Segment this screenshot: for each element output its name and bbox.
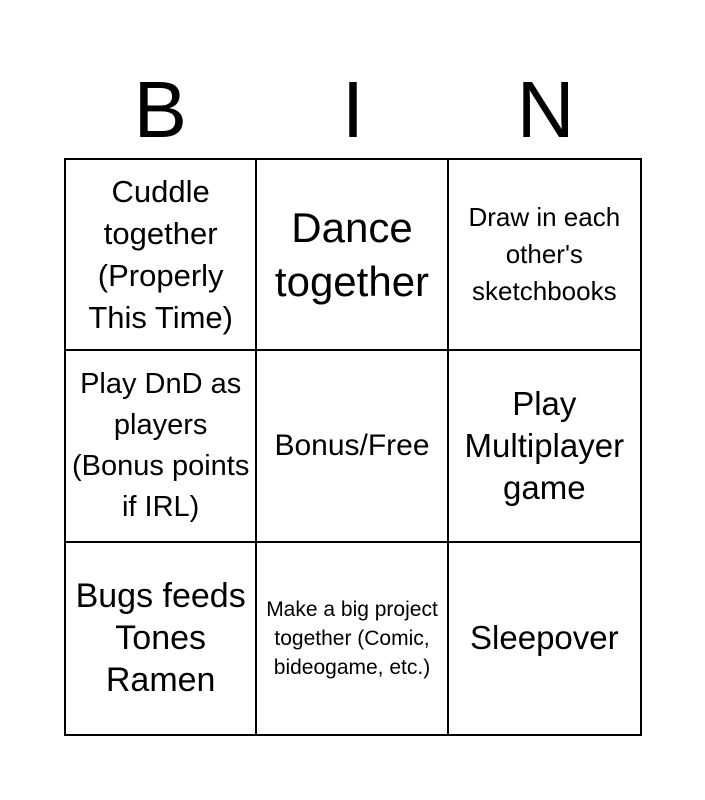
bingo-cell-text: Make a big project together (Comic, bideogame, etc.) [266, 597, 438, 679]
bingo-cell-text: Draw in each other's sketchbooks [468, 202, 621, 307]
bingo-cell-1[interactable] [66, 160, 257, 351]
bingo-cell-text: Play Multiplayer game [464, 384, 625, 506]
bingo-cell-text: Play DnD as players (Bonus points if IRL) [72, 367, 250, 523]
bingo-grid [64, 158, 642, 736]
header-letter-b: B [133, 65, 187, 154]
bingo-cell-9[interactable] [449, 543, 640, 734]
bingo-cell-text: Bugs feeds Tones Ramen [75, 577, 246, 700]
bingo-cell-7[interactable] [66, 543, 257, 734]
header-letter-n: N [516, 65, 575, 154]
bingo-cell-3[interactable] [449, 160, 640, 351]
bingo-cell-8[interactable] [257, 543, 448, 734]
bingo-cell-text: Bonus/Free [274, 429, 430, 463]
bingo-cell-text: Sleepover [470, 619, 619, 657]
header-letter-i: I [341, 65, 365, 154]
bingo-cell-text: Dance together [274, 203, 430, 305]
bingo-cell-6[interactable] [449, 351, 640, 542]
bingo-cell-5[interactable] [257, 351, 448, 542]
bingo-cell-4[interactable] [66, 351, 257, 542]
bingo-cell-text: Cuddle together (Properly This Time) [88, 173, 233, 335]
bingo-header [64, 65, 642, 154]
bingo-cell-2[interactable] [257, 160, 448, 351]
